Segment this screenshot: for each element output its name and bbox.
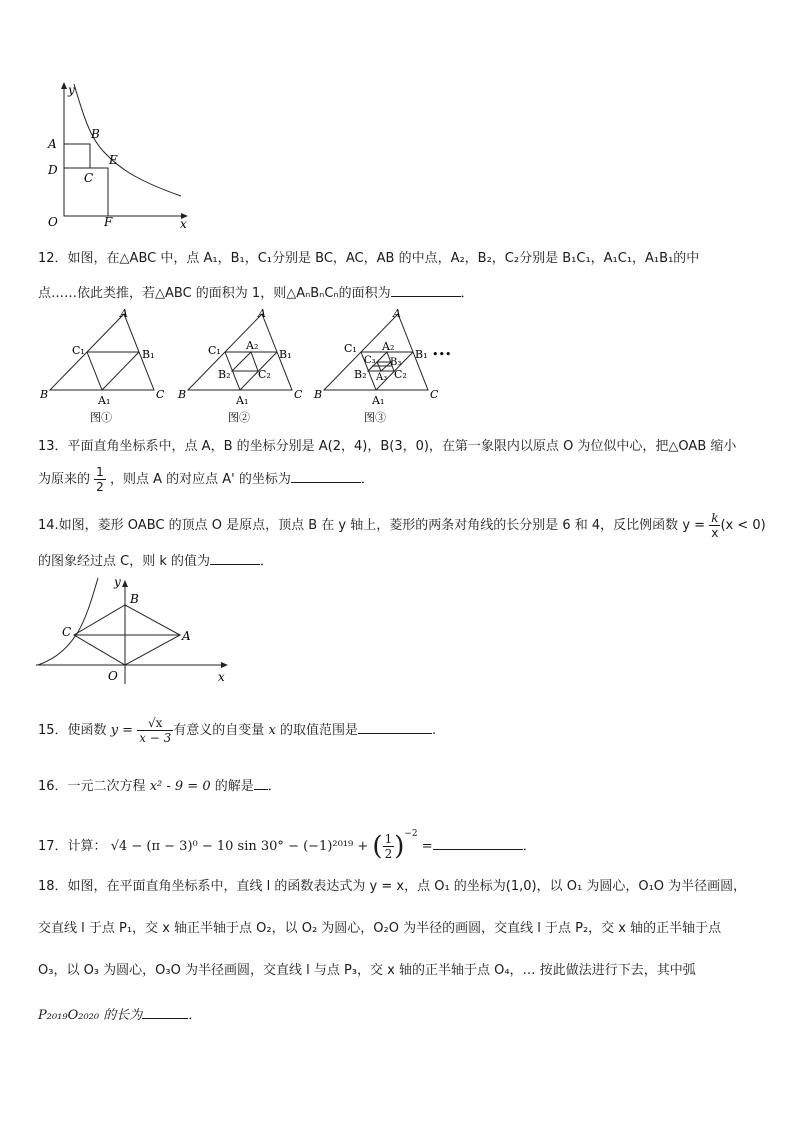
q12-f2-B2: B₂	[218, 368, 231, 381]
q11-label-x: x	[180, 217, 187, 228]
q14-label-y: y	[114, 575, 121, 589]
q12-f3-A: A	[393, 307, 401, 320]
q12-f2-A: A	[258, 307, 266, 320]
q12-f2-B: B	[178, 388, 187, 401]
q11-label-F: F	[104, 215, 113, 228]
q17-fraction	[383, 832, 395, 861]
q12-f3-B1: B₁	[415, 348, 428, 361]
q12-f2-C1: C₁	[208, 344, 221, 357]
q12-f1-caption: 图①	[90, 411, 112, 424]
q13-text-line1: 13．平面直角坐标系中，点 A，B 的坐标分别是 A(2，4)，B(3，0)，在第一象限内以原点 O 为位似中心，把△OAB 缩小	[38, 439, 737, 454]
q16-end: ．	[267, 779, 281, 794]
q12-f2-C2: C₂	[258, 368, 271, 381]
q12-answer-blank[interactable]	[391, 282, 461, 297]
q15-formula-y: y =	[110, 723, 134, 738]
q17-frac-den: 2	[384, 847, 393, 861]
q12-f3-B: B	[314, 388, 323, 401]
q12-line1	[38, 250, 699, 268]
q13-text-pre: 为原来的	[38, 472, 91, 487]
q12-f3-caption: 图③	[364, 411, 386, 424]
q13-line2	[38, 462, 374, 498]
q12-f3-C3: C₃	[364, 355, 376, 366]
q12-f3-C: C	[430, 388, 439, 401]
q11-label-B: B	[91, 127, 100, 141]
q12-text-line1: 如图，在△ABC 中，点 A₁，B₁，C₁分别是 BC，AC，AB 的中点，A₂，B₂，C₂分别是 B₁C₁，A₁C₁，A₁B₁的中	[67, 251, 700, 266]
q12-f3-B2: B₂	[354, 368, 367, 381]
q18-text-line4: P₂₀₁₉O₂₀₂₀ 的长为	[38, 1008, 143, 1023]
q16-post: 的解是	[214, 779, 254, 794]
q15-line	[38, 712, 436, 750]
q12-figures	[36, 306, 466, 426]
q18-line3	[38, 962, 696, 980]
q12-figure-2	[177, 307, 303, 424]
q11-label-E: E	[109, 153, 118, 167]
q13-frac-den: 2	[96, 480, 104, 494]
q12-f2-C: C	[294, 388, 303, 401]
q15-answer-blank[interactable]	[358, 719, 432, 734]
q12-line2	[38, 282, 474, 303]
q11-label-O: O	[48, 215, 58, 228]
q15-frac-num: √x	[137, 716, 173, 731]
q12-f3-B3: B₃	[390, 357, 402, 368]
q12-number: 12．	[38, 251, 68, 266]
q12-figure-3	[313, 307, 451, 424]
q17-right-paren: )	[394, 831, 405, 862]
q12-f1-C: C	[156, 388, 165, 401]
q15-pre: 15．使函数	[38, 723, 107, 738]
q18-end: ．	[188, 1008, 202, 1023]
q11-label-D: D	[48, 163, 58, 177]
q17-end: ．	[522, 839, 536, 854]
q14-text-line2: 的图象经过点 C，则 k 的值为	[38, 554, 211, 569]
q17-line	[38, 814, 536, 867]
q14-label-A: A	[182, 629, 191, 643]
q17-equals: =	[421, 839, 433, 854]
q14-text-line1: 14.如图，菱形 OABC 的顶点 O 是原点，顶点 B 在 y 轴上，菱形的两条对角线的长分别是 6 和 4，反比例函数 y =	[38, 518, 706, 533]
q14-line2	[38, 550, 273, 571]
q16-answer-blank[interactable]	[254, 775, 268, 790]
q12-text-line2: 点……依此类推，若△ABC 的面积为 1，则△AₙBₙCₙ的面积为	[38, 286, 391, 301]
q12-end: ．	[460, 286, 474, 301]
q17-pre: 17．计算：	[38, 839, 107, 854]
q13-text-post: ，则点 A 的对应点 A' 的坐标为	[109, 472, 291, 487]
q12-f1-C1: C₁	[72, 344, 85, 357]
q13-line1	[38, 438, 736, 456]
q15-post2: 的取值范围是	[279, 723, 358, 738]
q17-frac-num: 1	[384, 832, 393, 846]
q11-figure	[36, 78, 196, 228]
q11-label-y: y	[68, 83, 75, 97]
q14-line1	[38, 508, 766, 544]
q13-fraction	[94, 465, 106, 494]
q17-power: −2	[404, 829, 418, 839]
q12-f2-A2: A₂	[246, 339, 259, 352]
q12-f2-caption: 图②	[228, 411, 250, 424]
q13-end: ．	[360, 472, 374, 487]
q15-var: x	[268, 723, 276, 738]
q18-line4	[38, 1004, 201, 1025]
q12-f2-A1: A₁	[236, 394, 249, 407]
q14-end: ．	[260, 554, 274, 569]
q12-figure-1	[39, 307, 165, 424]
q17-answer-blank[interactable]	[433, 835, 523, 850]
q14-label-C: C	[62, 625, 72, 639]
q12-f3-C1: C₁	[344, 342, 357, 355]
q16-line	[38, 775, 281, 796]
q18-text-line3: O₃，以 O₃ 为圆心，O₃O 为半径画圆，交直线 l 与点 P₃，交 x 轴的正半轴于点 O₄，… 按此做法进行下去，其中弧	[38, 963, 696, 978]
q12-f2-B1: B₁	[279, 348, 292, 361]
q11-label-C: C	[84, 171, 94, 185]
q14-frac-num: k	[711, 511, 719, 525]
q14-label-B: B	[130, 592, 139, 606]
q15-frac-den: x − 3	[139, 731, 172, 745]
q14-label-O: O	[108, 669, 118, 683]
q18-text-line2: 交直线 l 于点 P₁，交 x 轴正半轴于点 O₂，以 O₂ 为圆心，O₂O 为半径的画圆，交直线 l 于点 P₂，交 x 轴的正半轴于点	[38, 921, 722, 936]
q18-text-line1: 18．如图，在平面直角坐标系中，直线 l 的函数表达式为 y = x，点 O₁ 的坐标为(1,0)，以 O₁ 为圆心，O₁O 为半径画圆，	[38, 879, 747, 894]
q16-equation: x² - 9 = 0	[149, 779, 211, 794]
q17-left-paren: (	[372, 831, 383, 862]
q12-f1-A1: A₁	[98, 394, 111, 407]
q17-expression: √4 − (π − 3)⁰ − 10 sin 30° − (−1)²⁰¹⁹ +	[110, 839, 369, 854]
q11-label-A: A	[48, 137, 57, 151]
q12-f1-B: B	[40, 388, 49, 401]
q14-figure	[36, 574, 236, 686]
q13-frac-num: 1	[96, 465, 104, 479]
q15-post: 有意义的自变量	[173, 723, 265, 738]
q14-frac-den: x	[711, 526, 719, 540]
q14-cond: (x < 0)	[720, 518, 766, 533]
q12-f1-B1: B₁	[142, 348, 155, 361]
q14-label-x: x	[218, 670, 225, 684]
q14-fraction	[709, 511, 720, 540]
q18-line1	[38, 878, 746, 896]
q12-f3-A1: A₁	[372, 394, 385, 407]
q12-f3-dots: •••	[432, 348, 452, 361]
q18-line2	[38, 920, 721, 938]
q16-pre: 16．一元二次方程	[38, 779, 146, 794]
q12-f3-A2: A₂	[382, 340, 395, 353]
q18-answer-blank[interactable]	[142, 1004, 188, 1019]
q12-f3-C2: C₂	[394, 368, 407, 381]
q12-f3-A3: A₃	[376, 372, 388, 383]
q13-answer-blank[interactable]	[291, 468, 361, 483]
q14-answer-blank[interactable]	[210, 550, 260, 565]
q12-f1-A: A	[120, 307, 128, 320]
q15-fraction	[137, 716, 173, 745]
q15-end: .	[431, 723, 437, 738]
